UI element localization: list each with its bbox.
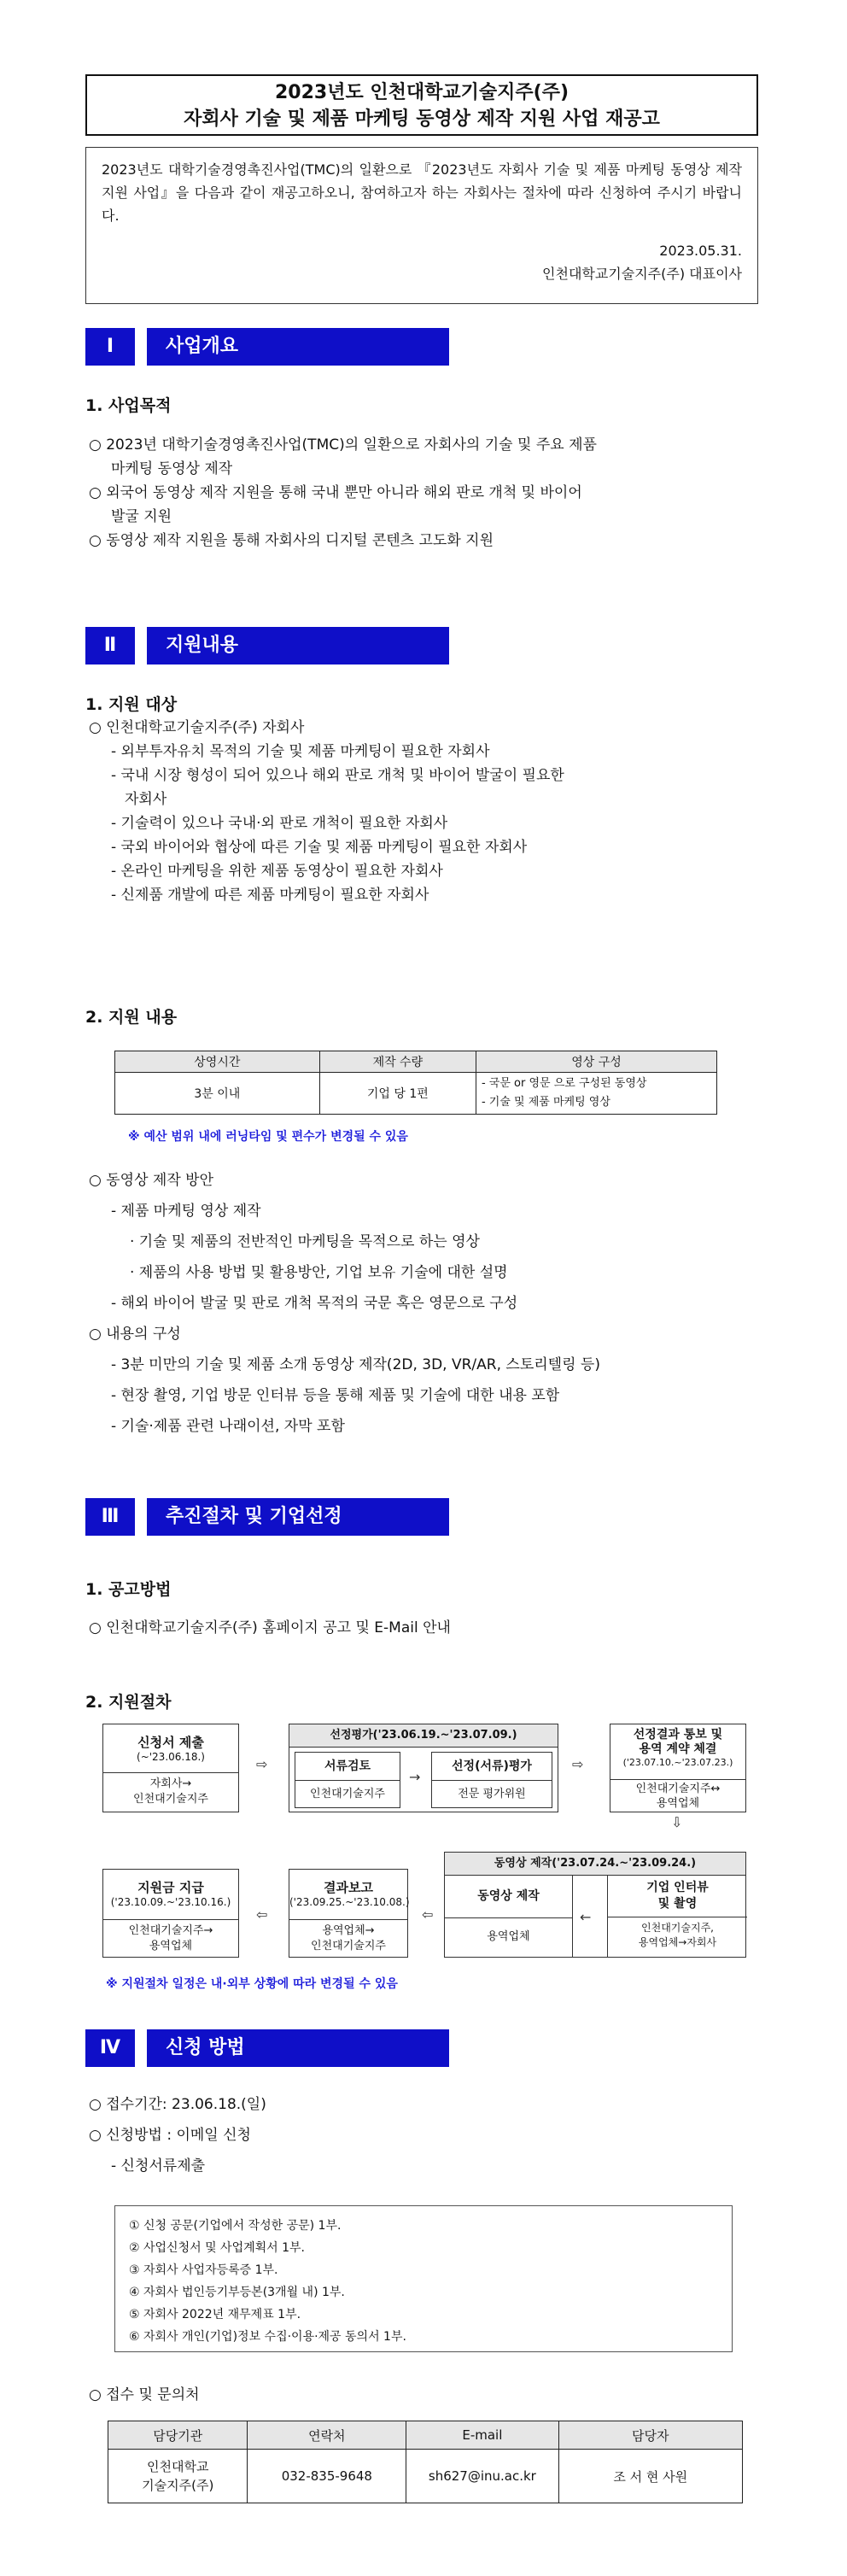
announce-date: 2023.05.31.	[659, 243, 742, 259]
step-title: 신청서 제출	[137, 1735, 204, 1750]
document-item: ③ 자회사 사업자등록증 1부.	[129, 2263, 278, 2277]
arrow-right-icon: ⇨	[256, 1756, 268, 1772]
table-cell: 3분 이내	[115, 1073, 320, 1115]
step-title: 서류검토	[295, 1753, 400, 1781]
arrow-down-icon: ⇩	[671, 1814, 683, 1830]
signature: 인천대학교기술지주(주) 대표이사	[542, 266, 742, 282]
arrow-left-icon: ⇦	[256, 1906, 268, 1923]
evaluation-group	[289, 1724, 558, 1812]
list-item: ○ 동영상 제작 지원을 통해 자회사의 디지털 콘텐츠 고도화 지원	[89, 532, 494, 549]
table-header: 담당자	[558, 2421, 742, 2450]
step-actor: 전문 평가위원	[458, 1788, 526, 1800]
step-actor: 용역업체→ 인천대기술지주	[289, 1919, 407, 1957]
step-actor: 인천대기술지주↔ 용역업체	[610, 1779, 745, 1812]
procedure-note: ※ 지원절차 일정은 내·외부 상황에 따라 변경될 수 있음	[106, 1977, 398, 1991]
table-header: 담당기관	[108, 2421, 248, 2450]
report-box	[289, 1869, 408, 1958]
selection-eval-box	[431, 1752, 552, 1808]
application-info	[89, 2093, 772, 2178]
target-heading: 1. 지원 대상	[85, 695, 178, 714]
step-date: ('23.09.25.~'23.10.08.)	[289, 1896, 410, 1908]
document-item: ① 신청 공문(기업에서 작성한 공문) 1부.	[129, 2219, 342, 2233]
section-title: 신청 방법	[147, 2029, 449, 2067]
arrow-right-icon: ⇨	[572, 1756, 584, 1772]
document-review-box	[295, 1752, 400, 1808]
list-item: - 온라인 마케팅을 위한 제품 동영상이 필요한 자회사	[111, 863, 443, 880]
section-number: Ⅳ	[85, 2029, 135, 2067]
production-box	[445, 1875, 573, 1957]
group-title: 동영상 제작('23.07.24.~'23.09.24.)	[445, 1853, 745, 1876]
application-method: ○ 신청방법 : 이메일 신청	[89, 2127, 251, 2144]
purpose-list	[89, 433, 772, 553]
step-title: 지원금 지급	[137, 1880, 204, 1895]
title-line-2: 자회사 기술 및 제품 마케팅 동영상 제작 지원 사업 재공고	[184, 108, 660, 130]
contact-person: 조 서 현 사원	[558, 2450, 742, 2503]
step-title: 동영상 제작	[445, 1875, 572, 1918]
table-header: 제작 수량	[319, 1051, 476, 1073]
support-table	[114, 1051, 717, 1115]
table-cell	[476, 1073, 716, 1115]
step-title: 선정(서류)평가	[432, 1753, 552, 1781]
document-title	[85, 74, 758, 136]
step-date: (~'23.06.18.)	[137, 1751, 205, 1763]
list-item: - 기술력이 있으나 국내·외 판로 개척이 필요한 자회사	[111, 815, 448, 832]
arrow-right-icon: →	[409, 1769, 421, 1785]
contact-heading: ○ 접수 및 문의처	[89, 2386, 200, 2403]
step-date: ('23.10.09.~'23.10.16.)	[110, 1896, 231, 1908]
list-item: ○ 2023년 대학기술경영촉진사업(TMC)의 일환으로 자회사의 기술 및 주요 제품	[89, 436, 597, 454]
section-title: 사업개요	[147, 328, 449, 366]
payment-box	[102, 1869, 239, 1958]
table-header: 영상 구성	[476, 1051, 716, 1073]
video-production-group	[444, 1852, 746, 1958]
section-title: 추진절차 및 기업선정	[147, 1498, 449, 1536]
section-number: Ⅲ	[85, 1498, 135, 1536]
step-title: 선정결과 통보 및 용역 계약 체결	[633, 1728, 723, 1756]
content-heading: 2. 지원 내용	[85, 1008, 178, 1027]
table-header: E-mail	[406, 2421, 558, 2450]
target-list	[89, 716, 772, 907]
documents-heading: - 신청서류제출	[111, 2157, 206, 2175]
application-period: ○ 접수기간: 23.06.18.(일)	[89, 2096, 266, 2113]
table-header: 상영시간	[115, 1051, 320, 1073]
step-title: 결과보고	[324, 1880, 373, 1895]
list-item: - 기술·제품 관련 나래이션, 자막 포함	[111, 1418, 345, 1435]
procedure-heading: 2. 지원절차	[85, 1693, 172, 1712]
section-1-header	[85, 328, 461, 366]
section-number: Ⅰ	[85, 328, 135, 366]
contact-email[interactable]: sh627@inu.ac.kr	[406, 2450, 558, 2503]
announce-text: ○ 인천대학교기술지주(주) 홈페이지 공고 및 E-Mail 안내	[89, 1619, 451, 1636]
table-header: 연락처	[248, 2421, 406, 2450]
plan-list	[89, 1168, 789, 1438]
step-date: ('23.07.10.~'23.07.23.)	[622, 1757, 733, 1768]
list-item: - 국내 시장 형성이 되어 있으나 해외 판로 개척 및 바이어 발굴이 필요한	[111, 767, 564, 784]
apply-box	[102, 1724, 239, 1812]
section-number: Ⅱ	[85, 627, 135, 664]
list-item: - 3분 미만의 기술 및 제품 소개 동영상 제작(2D, 3D, VR/AR, 스토리텔링 등)	[111, 1356, 600, 1373]
list-item: 마케팅 동영상 제작	[111, 460, 233, 477]
document-item: ④ 자회사 법인등기부등본(3개월 내) 1부.	[129, 2286, 345, 2299]
step-actor: 인천대기술지주→ 용역업체	[103, 1919, 238, 1957]
result-box	[610, 1724, 746, 1812]
step-actor: 인천대기술지주	[310, 1788, 385, 1800]
contact-org: 인천대학교 기술지주(주)	[108, 2450, 248, 2503]
documents-box	[114, 2205, 733, 2352]
section-title: 지원내용	[147, 627, 449, 664]
list-item: ○ 내용의 구성	[89, 1326, 181, 1343]
step-title: 기업 인터뷰 및 촬영	[608, 1875, 747, 1917]
contact-phone: 032-835-9648	[248, 2450, 406, 2503]
list-item: - 신제품 개발에 따른 제품 마케팅이 필요한 자회사	[111, 887, 429, 904]
contact-table	[108, 2421, 743, 2503]
section-4-header	[85, 2029, 461, 2067]
title-line-1: 2023년도 인천대학교기술지주(주)	[274, 82, 570, 103]
intro-box	[85, 147, 758, 304]
section-3-header	[85, 1498, 461, 1536]
section-2-header	[85, 627, 461, 664]
table-note: ※ 예산 범위 내에 러닝타임 및 편수가 변경될 수 있음	[128, 1130, 408, 1144]
step-actor: 자회사→ 인천대기술지주	[103, 1772, 238, 1812]
list-item: - 외부투자유치 목적의 기술 및 제품 마케팅이 필요한 자회사	[111, 743, 490, 760]
list-item: · 제품의 사용 방법 및 활용방안, 기업 보유 기술에 대한 설명	[130, 1264, 508, 1281]
list-item: 발굴 지원	[111, 508, 172, 525]
list-item: ○ 인천대학교기술지주(주) 자회사	[89, 719, 305, 736]
list-item: - 제품 마케팅 영상 제작	[111, 1203, 261, 1220]
list-item: ○ 동영상 제작 방안	[89, 1172, 213, 1189]
table-cell: 기업 당 1편	[319, 1073, 476, 1115]
composition-line: - 국문 or 영문 으로 구성된 동영상	[481, 1077, 647, 1090]
document-item: ② 사업신청서 및 사업계획서 1부.	[129, 2241, 305, 2255]
intro-text: 2023년도 대학기술경영촉진사업(TMC)의 일환으로 『2023년도 자회사 기술 및 제품 마케팅 동영상 제작 지원 사업』을 다음과 같이 재공고하오니, 참여하고자 하는 자회사는 절차에 따라 신청하여 주시기 바랍니다.	[102, 161, 742, 224]
group-title: 선정평가('23.06.19.~'23.07.09.)	[289, 1724, 558, 1748]
list-item: - 국외 바이어와 협상에 따른 기술 및 제품 마케팅이 필요한 자회사	[111, 839, 528, 856]
arrow-left-icon: ⇦	[422, 1906, 434, 1923]
list-item: - 현장 촬영, 기업 방문 인터뷰 등을 통해 제품 및 기술에 대한 내용 포함	[111, 1387, 560, 1404]
list-item: 자회사	[125, 791, 167, 808]
step-actor: 인천대기술지주, 용역업체→자회사	[638, 1922, 717, 1948]
purpose-heading: 1. 사업목적	[85, 396, 172, 415]
list-item: - 해외 바이어 발굴 및 판로 개척 목적의 국문 혹은 영문으로 구성	[111, 1295, 518, 1312]
document-item: ⑤ 자회사 2022년 재무제표 1부.	[129, 2308, 301, 2321]
list-item: · 기술 및 제품의 전반적인 마케팅을 목적으로 하는 영상	[130, 1233, 480, 1250]
composition-line: - 기술 및 제품 마케팅 영상	[481, 1096, 610, 1109]
arrow-left-icon: ←	[580, 1909, 592, 1925]
interview-box	[607, 1875, 747, 1957]
list-item: ○ 외국어 동영상 제작 지원을 통해 국내 뿐만 아니라 해외 판로 개척 및 바이어	[89, 484, 582, 501]
announce-heading: 1. 공고방법	[85, 1580, 172, 1599]
document-item: ⑥ 자회사 개인(기업)정보 수집·이용·제공 동의서 1부.	[129, 2330, 406, 2344]
step-actor: 용역업체	[487, 1930, 530, 1943]
